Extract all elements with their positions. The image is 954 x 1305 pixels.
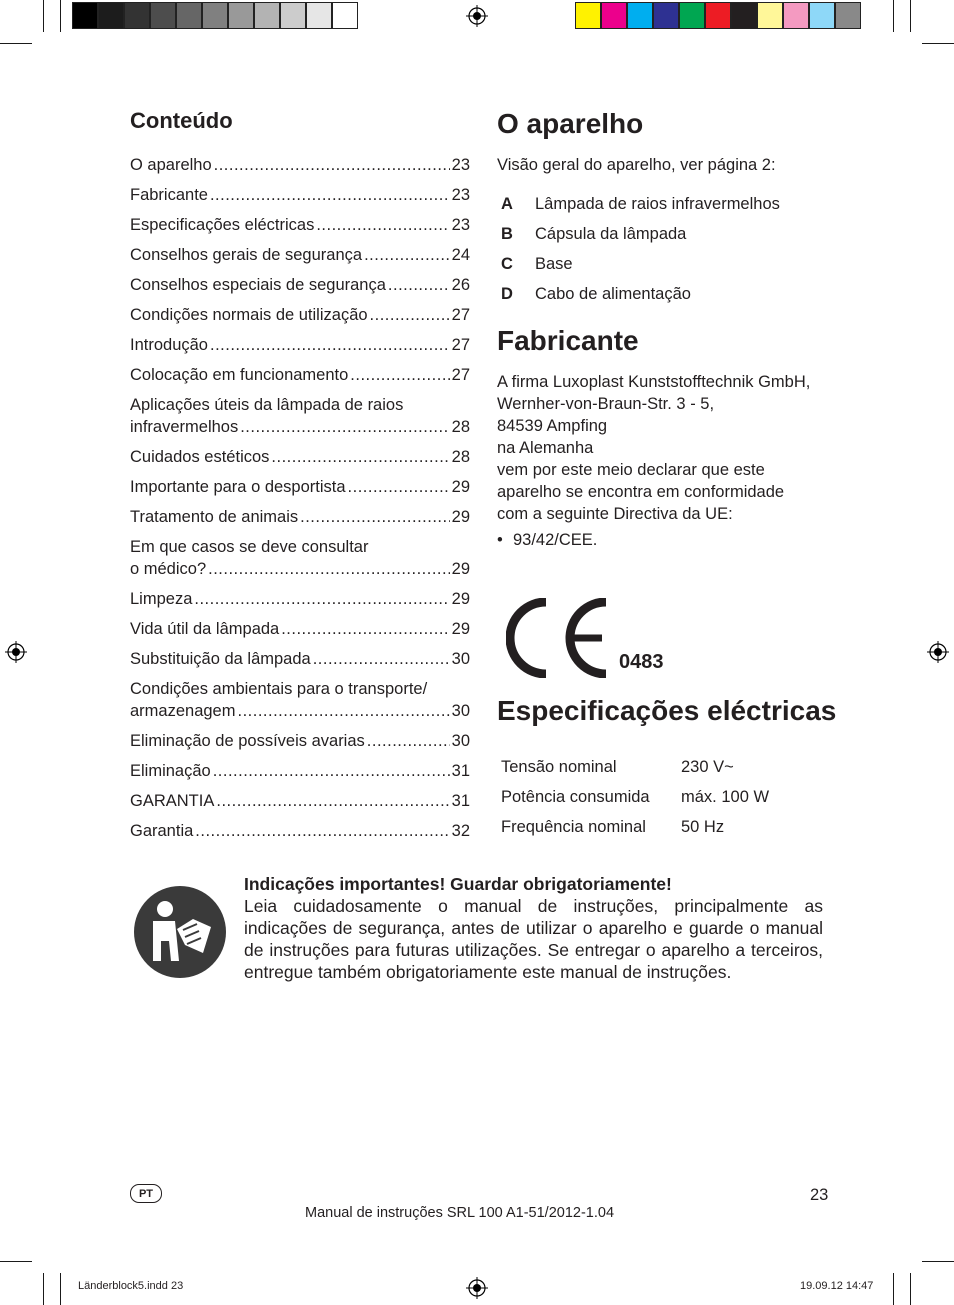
color-swatch-bar (575, 2, 861, 29)
spec-key: Frequência nominal (501, 817, 646, 836)
toc-entry-label: Conselhos gerais de segurança (130, 246, 363, 264)
note-title: Indicações importantes! Guardar obrigatoriamente! (244, 874, 672, 894)
part-item (497, 219, 780, 249)
toc-entry-page: 30 (451, 650, 470, 668)
toc-entry (130, 334, 470, 364)
language-badge: PT (130, 1184, 162, 1203)
color-swatch (783, 2, 809, 29)
manufacturer-line: na Alemanha (497, 439, 594, 457)
toc-entry-label: Conselhos especiais de segurança (130, 276, 386, 294)
toc-entry-label: Tratamento de animais (130, 508, 299, 526)
manufacturer-line: 84539 Ampfing (497, 417, 608, 435)
ce-mark-icon (506, 598, 676, 678)
color-swatch (98, 2, 124, 29)
manufacturer-text (497, 371, 810, 525)
toc-leader-dots (240, 416, 449, 438)
registration-mark-icon (466, 5, 488, 27)
toc-entry-label: O aparelho (130, 156, 212, 174)
gray-swatch-bar (72, 2, 358, 29)
toc-entry (130, 506, 470, 536)
part-letter: D (501, 284, 513, 303)
toc-leader-dots (210, 184, 450, 206)
manufacturer-line: A firma Luxoplast Kunststofftechnik GmbH, (497, 373, 811, 391)
toc-entry (130, 184, 470, 214)
toc-leader-dots (316, 214, 449, 236)
manufacturer-line: aparelho se encontra em conformidade (497, 483, 785, 501)
crop-mark (922, 1261, 954, 1262)
toc-leader-dots (313, 648, 450, 670)
toc-entry (130, 730, 470, 760)
color-swatch (705, 2, 731, 29)
color-swatch (809, 2, 835, 29)
important-note (244, 873, 823, 983)
toc-entry-page: 27 (451, 336, 470, 354)
toc-leader-dots (194, 588, 449, 610)
part-letter: C (501, 254, 513, 273)
crop-mark (0, 1261, 32, 1262)
toc-entry-label: Eliminação (130, 762, 211, 780)
color-swatch (653, 2, 679, 29)
toc-entry-page: 28 (451, 448, 470, 466)
toc-entry (130, 678, 470, 730)
toc-leader-dots (237, 700, 449, 722)
toc-entry-page: 23 (451, 156, 470, 174)
toc-entry-label: Substituição da lâmpada (130, 650, 311, 668)
toc-entry (130, 244, 470, 274)
toc-entry-label: Importante para o desportista (130, 478, 346, 496)
spec-row (501, 812, 769, 842)
spec-key: Potência consumida (501, 787, 650, 806)
toc-entry-label: Garantia (130, 822, 194, 840)
toc-entry-label-line1: Aplicações úteis da lâmpada de raios (130, 396, 404, 414)
section-heading-fabricante: Fabricante (497, 325, 639, 356)
crop-mark (43, 0, 44, 32)
toc-entry-line2 (130, 700, 470, 722)
toc-leader-dots (300, 506, 450, 528)
page-number: 23 (810, 1186, 829, 1204)
crop-mark (0, 43, 32, 44)
toc-entry-page: 30 (451, 732, 470, 750)
color-swatch (72, 2, 98, 29)
toc-entry-page: 24 (451, 246, 470, 264)
spec-value: 230 V~ (681, 757, 734, 776)
crop-mark (910, 0, 911, 32)
read-manual-icon (133, 885, 227, 979)
toc-entry (130, 790, 470, 820)
toc-entry (130, 820, 470, 850)
spec-row (501, 752, 769, 782)
color-swatch (228, 2, 254, 29)
toc-entry-line2 (130, 558, 470, 580)
toc-entry-label: Condições normais de utilização (130, 306, 368, 324)
toc-leader-dots (210, 334, 450, 356)
toc-leader-dots (350, 364, 449, 386)
print-slug-file: Länderblock5.indd 23 (78, 1280, 184, 1292)
color-swatch (332, 2, 358, 29)
toc-entry-label: o médico? (130, 560, 207, 578)
spec-value: 50 Hz (681, 817, 725, 836)
color-swatch (627, 2, 653, 29)
spec-row (501, 782, 769, 812)
toc-title: Conteúdo (130, 108, 233, 133)
color-swatch (202, 2, 228, 29)
toc-entry (130, 394, 470, 446)
toc-entry-label: Fabricante (130, 186, 208, 204)
toc-entry-page: 30 (451, 702, 470, 720)
toc-entry-page: 27 (451, 306, 470, 324)
manufacturer-line: vem por este meio declarar que este (497, 461, 765, 479)
toc-leader-dots (367, 730, 450, 752)
toc-entry-page: 29 (451, 590, 470, 608)
toc-entry (130, 274, 470, 304)
toc-entry-label-line1: Em que casos se deve consultar (130, 538, 369, 556)
toc-leader-dots (208, 558, 450, 580)
crop-mark (922, 43, 954, 44)
toc-entry (130, 446, 470, 476)
toc-entry-label: Introdução (130, 336, 208, 354)
crop-mark (893, 0, 894, 32)
toc-entry-label: Especificações eléctricas (130, 216, 315, 234)
registration-mark-icon (5, 641, 27, 663)
toc-entry-page: 32 (451, 822, 470, 840)
toc-leader-dots (195, 820, 449, 842)
toc-entry-label: Vida útil da lâmpada (130, 620, 280, 638)
part-label: Base (535, 254, 573, 273)
toc-leader-dots (216, 790, 449, 812)
toc-entry-page: 31 (451, 762, 470, 780)
part-label: Cabo de alimentação (535, 284, 691, 303)
directive-bullet: • 93/42/CEE. (497, 531, 598, 549)
spec-table (501, 752, 769, 842)
toc-entry-label: GARANTIA (130, 792, 215, 810)
crop-mark (60, 0, 61, 32)
toc-entry-label: Cuidados estéticos (130, 448, 270, 466)
color-swatch (124, 2, 150, 29)
manufacturer-line: Wernher-von-Braun-Str. 3 - 5, (497, 395, 715, 413)
toc-leader-dots (214, 154, 450, 176)
section-heading-especificacoes: Especificações eléctricas (497, 695, 837, 726)
part-item (497, 249, 780, 279)
part-label: Lâmpada de raios infravermelhos (535, 194, 780, 213)
toc-entry-label: Colocação em funcionamento (130, 366, 349, 384)
toc-entry-page: 26 (451, 276, 470, 294)
toc-leader-dots (364, 244, 450, 266)
part-letter: A (501, 194, 513, 213)
ce-number: 0483 (619, 651, 664, 673)
color-swatch (731, 2, 757, 29)
registration-mark-icon (927, 641, 949, 663)
toc-entry-page: 29 (451, 508, 470, 526)
toc-entry-label: armazenagem (130, 702, 236, 720)
toc-entry (130, 648, 470, 678)
toc-leader-dots (370, 304, 450, 326)
toc-entry (130, 214, 470, 244)
color-swatch (679, 2, 705, 29)
part-item (497, 189, 780, 219)
toc-entry (130, 476, 470, 506)
toc-entry-label: Limpeza (130, 590, 193, 608)
note-body: Leia cuidadosamente o manual de instruções, principalmente as indicações de segurança, antes de utilizar o aparelho e guarde o manual de instruções para futuras utilizações. Se entregar o aparelho a terceiros, entregue também obrigatoriamente este manual de instruções. (244, 896, 823, 982)
crop-mark (893, 1273, 894, 1305)
toc-leader-dots (213, 760, 450, 782)
crop-mark (910, 1273, 911, 1305)
toc-entry-label-line1: Condições ambientais para o transporte/ (130, 680, 428, 698)
color-swatch (601, 2, 627, 29)
toc-entry-page: 29 (451, 560, 470, 578)
manual-reference: Manual de instruções SRL 100 A1-51/2012-1.04 (305, 1205, 615, 1221)
toc-leader-dots (388, 274, 450, 296)
toc-leader-dots (348, 476, 450, 498)
toc-entry (130, 618, 470, 648)
toc-entry-label: Eliminação de possíveis avarias (130, 732, 365, 750)
toc-entry-page: 29 (451, 620, 470, 638)
toc-entry (130, 760, 470, 790)
aparelho-intro: Visão geral do aparelho, ver página 2: (497, 156, 776, 174)
toc-entry (130, 154, 470, 184)
registration-mark-icon (466, 1277, 488, 1299)
manufacturer-line: com a seguinte Directiva da UE: (497, 505, 733, 523)
part-letter: B (501, 224, 513, 243)
toc-entry (130, 364, 470, 394)
directive-code: 93/42/CEE. (513, 531, 598, 549)
toc-entry (130, 304, 470, 334)
color-swatch (280, 2, 306, 29)
toc-entry-page: 23 (451, 216, 470, 234)
color-swatch (306, 2, 332, 29)
toc-entry-page: 28 (451, 418, 470, 436)
color-swatch (575, 2, 601, 29)
color-swatch (757, 2, 783, 29)
crop-mark (60, 1273, 61, 1305)
toc-entry (130, 536, 470, 588)
print-slug-date: 19.09.12 14:47 (800, 1280, 874, 1292)
color-swatch (150, 2, 176, 29)
color-swatch (254, 2, 280, 29)
spec-value: máx. 100 W (681, 787, 770, 806)
toc-entry-label: infravermelhos (130, 418, 239, 436)
toc-entry-line2 (130, 416, 470, 438)
toc-entry (130, 588, 470, 618)
color-swatch (835, 2, 861, 29)
part-label: Cápsula da lâmpada (535, 224, 687, 243)
table-of-contents (130, 154, 470, 850)
parts-list (497, 189, 780, 309)
spec-key: Tensão nominal (501, 757, 617, 776)
toc-entry-page: 29 (451, 478, 470, 496)
toc-entry-page: 27 (451, 366, 470, 384)
toc-leader-dots (281, 618, 449, 640)
crop-mark (43, 1273, 44, 1305)
color-swatch (176, 2, 202, 29)
section-heading-aparelho: O aparelho (497, 108, 644, 139)
toc-entry-page: 31 (451, 792, 470, 810)
toc-entry-page: 23 (451, 186, 470, 204)
toc-leader-dots (271, 446, 449, 468)
part-item (497, 279, 780, 309)
